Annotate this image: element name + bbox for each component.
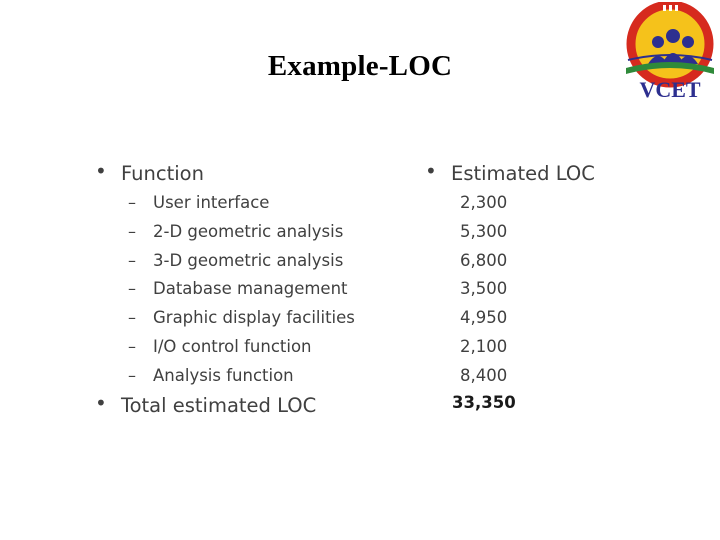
list-item — [95, 305, 415, 334]
loc-value-list — [425, 190, 645, 392]
loc-value: 6,800 — [460, 250, 508, 270]
list-item — [425, 363, 645, 392]
list-item — [95, 219, 415, 248]
total-label: Total estimated LOC — [121, 393, 317, 417]
loc-value: 2,300 — [460, 193, 508, 212]
dash-icon: – — [128, 250, 136, 270]
function-column — [95, 160, 415, 422]
loc-value: 4,950 — [460, 308, 508, 328]
loc-value: 5,300 — [460, 221, 508, 241]
dash-icon: – — [128, 336, 136, 356]
dash-icon: – — [128, 365, 136, 385]
logo-text: VCET — [639, 77, 701, 102]
list-item — [425, 248, 645, 277]
list-item — [95, 248, 415, 277]
list-item — [95, 276, 415, 305]
dash-icon: – — [128, 308, 136, 328]
function-header: Function — [121, 162, 204, 185]
bullet-icon: • — [425, 159, 437, 183]
loc-value: 8,400 — [460, 365, 508, 385]
dash-icon: – — [128, 193, 136, 212]
dash-icon: – — [128, 279, 136, 299]
list-item — [425, 190, 645, 219]
function-header-row — [95, 160, 415, 190]
total-row — [95, 392, 415, 422]
function-label: I/O control function — [153, 336, 312, 356]
function-label: Analysis function — [153, 365, 294, 385]
estimated-loc-header: Estimated LOC — [451, 162, 595, 185]
bullet-icon: • — [95, 390, 107, 415]
loc-value: 3,500 — [460, 279, 508, 299]
vcet-logo — [618, 2, 718, 102]
slide-title: Example-LOC — [267, 50, 453, 82]
vcet-logo-graphic — [618, 2, 718, 102]
dash-icon: – — [128, 221, 136, 241]
list-item — [95, 363, 415, 392]
function-label: 2-D geometric analysis — [153, 221, 344, 241]
total-loc-value: 33,350 — [452, 392, 516, 412]
estimated-loc-header-row — [425, 160, 645, 190]
total-value-row — [425, 392, 645, 422]
function-label: Graphic display facilities — [153, 308, 355, 328]
loc-value: 2,100 — [460, 336, 508, 356]
function-label: User interface — [153, 193, 270, 212]
list-item — [425, 276, 645, 305]
bullet-icon: • — [95, 159, 107, 183]
estimated-loc-column — [425, 160, 645, 422]
list-item — [425, 334, 645, 363]
function-label: Database management — [153, 279, 348, 299]
function-label: 3-D geometric analysis — [153, 250, 344, 270]
list-item — [95, 334, 415, 363]
list-item — [425, 219, 645, 248]
function-list — [95, 190, 415, 392]
list-item — [95, 190, 415, 219]
list-item — [425, 305, 645, 334]
